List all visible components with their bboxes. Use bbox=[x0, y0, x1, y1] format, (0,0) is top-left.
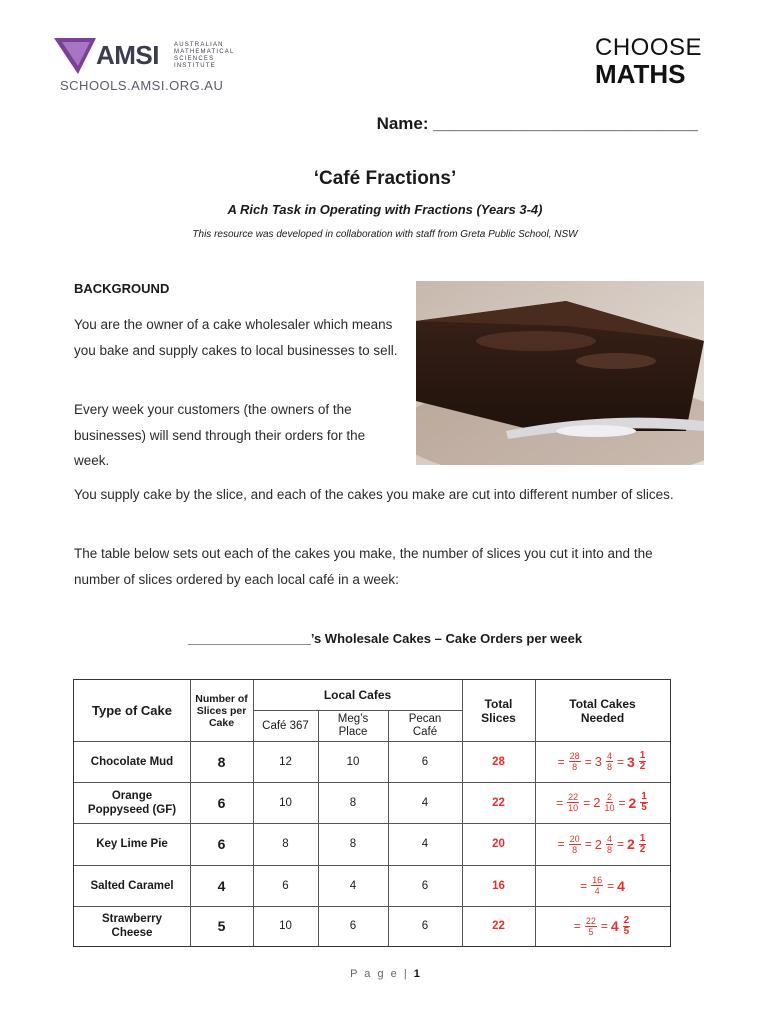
cake-orders-table bbox=[73, 679, 671, 947]
row3-cafe3: 4 bbox=[421, 838, 429, 850]
row4-cafe2: 4 bbox=[349, 879, 357, 892]
row1-cafe2: 10 bbox=[346, 755, 360, 768]
row1-cafe1: 12 bbox=[279, 755, 292, 768]
page-subtitle: A Rich Task in Operating with Fractions (Years 3-4) bbox=[227, 202, 543, 217]
choose-maths-logo: CHOOSE MATHS bbox=[594, 34, 702, 89]
logo-subtitle: AUSTRALIAN MATHEMATICAL SCIENCES INSTITUTE bbox=[174, 42, 235, 69]
row3-slices: 6 bbox=[217, 836, 226, 852]
row5-cakes-needed: = $\frac{22}{5}$ = 4 $\frac{2}{5}$ bbox=[573, 914, 630, 937]
cake-photo bbox=[416, 281, 704, 465]
page-title: ‘Café Fractions’ bbox=[313, 168, 457, 189]
row3-cakes-needed: = $\frac{20}{8}$ = 2 $\frac{4}{8}$ = 2 $\frac{1}{2}$ bbox=[557, 832, 646, 855]
logo-name: AMSI bbox=[96, 40, 159, 70]
row2-slices: 6 bbox=[217, 794, 226, 811]
row4-total: 16 bbox=[492, 879, 505, 892]
row5-cafe2: 6 bbox=[349, 920, 357, 932]
page-number: 1 bbox=[413, 968, 420, 980]
amsi-logo-icon bbox=[52, 36, 98, 76]
row1-cafe3: 6 bbox=[421, 755, 429, 768]
header-total-slices: Total Slices bbox=[481, 696, 516, 725]
row5-cafe3: 6 bbox=[421, 920, 429, 932]
row2-total: 22 bbox=[492, 796, 505, 809]
row1-cake: Chocolate Mud bbox=[90, 755, 174, 768]
row5-cake: Strawberry Cheese bbox=[101, 913, 163, 939]
row5-cafe1: 10 bbox=[279, 920, 292, 932]
row2-cake: Orange Poppyseed (GF) bbox=[87, 789, 177, 816]
background-heading: BACKGROUND bbox=[74, 281, 170, 296]
row3-cafe1: 8 bbox=[282, 838, 289, 850]
background-paragraph-1: You are the owner of a cake wholesaler which means you bake and supply cakes to local businesses to sell. bbox=[74, 317, 398, 358]
row1-cakes-needed: = $\frac{28}{8}$ = 3 $\frac{4}{8}$ = 3 $\frac{1}{2}$ bbox=[557, 750, 646, 772]
row2-cafe3: 4 bbox=[421, 796, 429, 809]
header-total-cakes-needed: Total Cakes Needed bbox=[569, 696, 636, 725]
row3-cafe2: 8 bbox=[349, 838, 357, 850]
row4-cake: Salted Caramel bbox=[90, 879, 174, 892]
background-paragraph-4: The table below sets out each of the cakes you make, the number of slices you cut it into and the number of slices ordered by each local café in a week: bbox=[74, 546, 653, 587]
row2-cakes-needed: = $\frac{22}{10}$ = 2 $\frac{2}{10}$ = 2 $\frac{1}{5}$ bbox=[556, 791, 647, 813]
header-slices-per-cake: Number of Slices per Cake bbox=[195, 692, 248, 729]
row2-cafe1: 10 bbox=[279, 796, 292, 809]
name-line: Name: ____________________________ bbox=[376, 114, 698, 133]
row5-slices: 5 bbox=[217, 918, 226, 934]
header-type-of-cake: Type of Cake bbox=[92, 703, 172, 718]
row5-total: 22 bbox=[492, 920, 505, 932]
row1-total: 28 bbox=[492, 755, 505, 768]
row4-slices: 4 bbox=[217, 877, 226, 894]
table-title: _________________’s Wholesale Cakes – Cake Orders per week bbox=[187, 631, 583, 646]
credit-line: This resource was developed in collaboration with staff from Greta Public School, NSW bbox=[192, 229, 578, 240]
row4-cafe1: 6 bbox=[282, 879, 289, 892]
background-paragraph-3: You supply cake by the slice, and each of the cakes you make are cut into different number of slices. bbox=[74, 487, 674, 502]
header-megs-place: Meg’s Place bbox=[337, 712, 369, 738]
row4-cakes-needed: = $\frac{16}{4}$ = 4 bbox=[580, 875, 625, 896]
row1-slices: 8 bbox=[217, 753, 226, 770]
header-pecan-cafe: Pecan Café bbox=[408, 712, 442, 738]
logo-url: SCHOOLS.AMSI.ORG.AU bbox=[60, 78, 224, 93]
background-paragraph-2: Every week your customers (the owners of the businesses) will send through their orders for the week. bbox=[74, 402, 366, 468]
header-cafe-367: Café 367 bbox=[262, 719, 309, 732]
page-footer: P a g e | 1 bbox=[350, 968, 420, 980]
row3-total: 20 bbox=[492, 838, 505, 850]
row4-cafe3: 6 bbox=[421, 879, 429, 892]
row3-cake: Key Lime Pie bbox=[96, 838, 168, 850]
row2-cafe2: 8 bbox=[349, 796, 357, 809]
amsi-logo bbox=[52, 34, 282, 96]
header-local-cafes: Local Cafes bbox=[323, 688, 392, 702]
